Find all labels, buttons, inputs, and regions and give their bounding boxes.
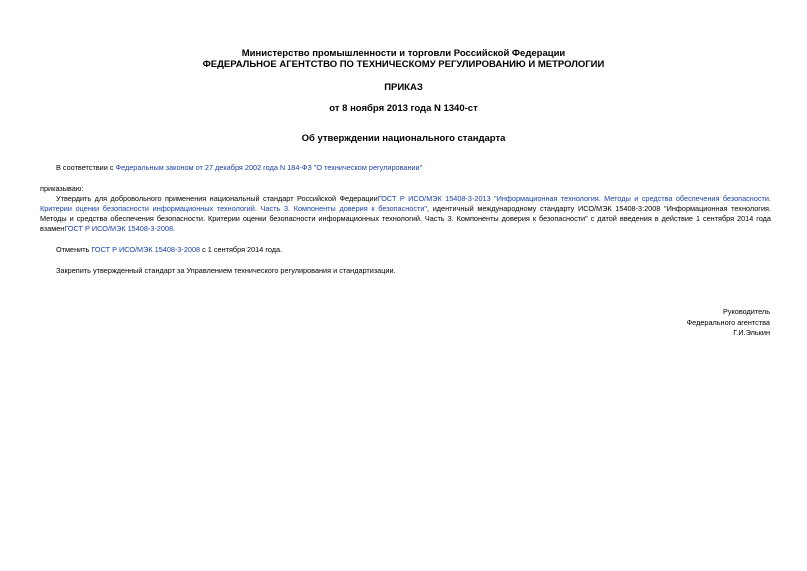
gost-2008-cancel-link[interactable]: ГОСТ Р ИСО/МЭК 15408-3-2008: [91, 245, 201, 254]
agency-name: ФЕДЕРАЛЬНОЕ АГЕНТСТВО ПО ТЕХНИЧЕСКОМУ РЕГУЛИРОВАНИЮ И МЕТРОЛОГИИ: [202, 59, 605, 70]
document-type: ПРИКАЗ: [384, 82, 423, 93]
approve-paragraph: [40, 194, 771, 234]
signature-title: Руководитель: [722, 307, 770, 316]
basis-paragraph: [40, 163, 771, 173]
approve-end: .: [173, 224, 176, 233]
order-word: приказываю:: [40, 184, 84, 193]
cancel-prefix: Отменить: [56, 245, 92, 254]
approve-prefix: Утвердить для добровольного применения национальный стандарт Российской Федерации: [56, 194, 378, 203]
cancel-suffix: с 1 сентября 2014 года.: [200, 245, 283, 254]
basis-prefix: В соответствии с: [56, 163, 116, 172]
federal-law-link[interactable]: Федеральным законом от 27 декабря 2002 года N 184-ФЗ "О техническом регулировании": [115, 163, 423, 172]
cancel-paragraph: [40, 245, 771, 255]
document-subject: Об утверждении национального стандарта: [301, 133, 506, 144]
ministry-name: Министерство промышленности и торговли Российской Федерации: [241, 48, 566, 59]
gost-2008-link[interactable]: ГОСТ Р ИСО/МЭК 15408-3-2008: [64, 224, 174, 233]
document-date: от 8 ноября 2013 года N 1340-ст: [329, 103, 478, 114]
signature-org: Федерального агентства: [686, 318, 770, 327]
assign-paragraph: [40, 266, 771, 276]
signature-name: Г.И.Элькин: [733, 328, 770, 337]
gost-2013-link[interactable]: ГОСТ Р ИСО/МЭК 15408-3-2013 "Информационная технология. Методы и средства обеспечения безопасности. Критерии оценки безопасности информационных технологий. Часть 3. Компоненты доверия к безопасности": [40, 194, 771, 213]
assign-text: Закрепить утвержденный стандарт за Управлением технического регулирования и стандартизации.: [56, 266, 396, 275]
approve-middle: , идентичный международному стандарту ИСО/МЭК 15408-3:2008 "Информационная технология. Методы и средства обеспечения безопасности. Критерии оценки безопасности информационных технологий. Часть 3. Компоненты доверия к безопасности" с датой введения в действие 1 сентября 2014 года взамен: [40, 204, 772, 233]
